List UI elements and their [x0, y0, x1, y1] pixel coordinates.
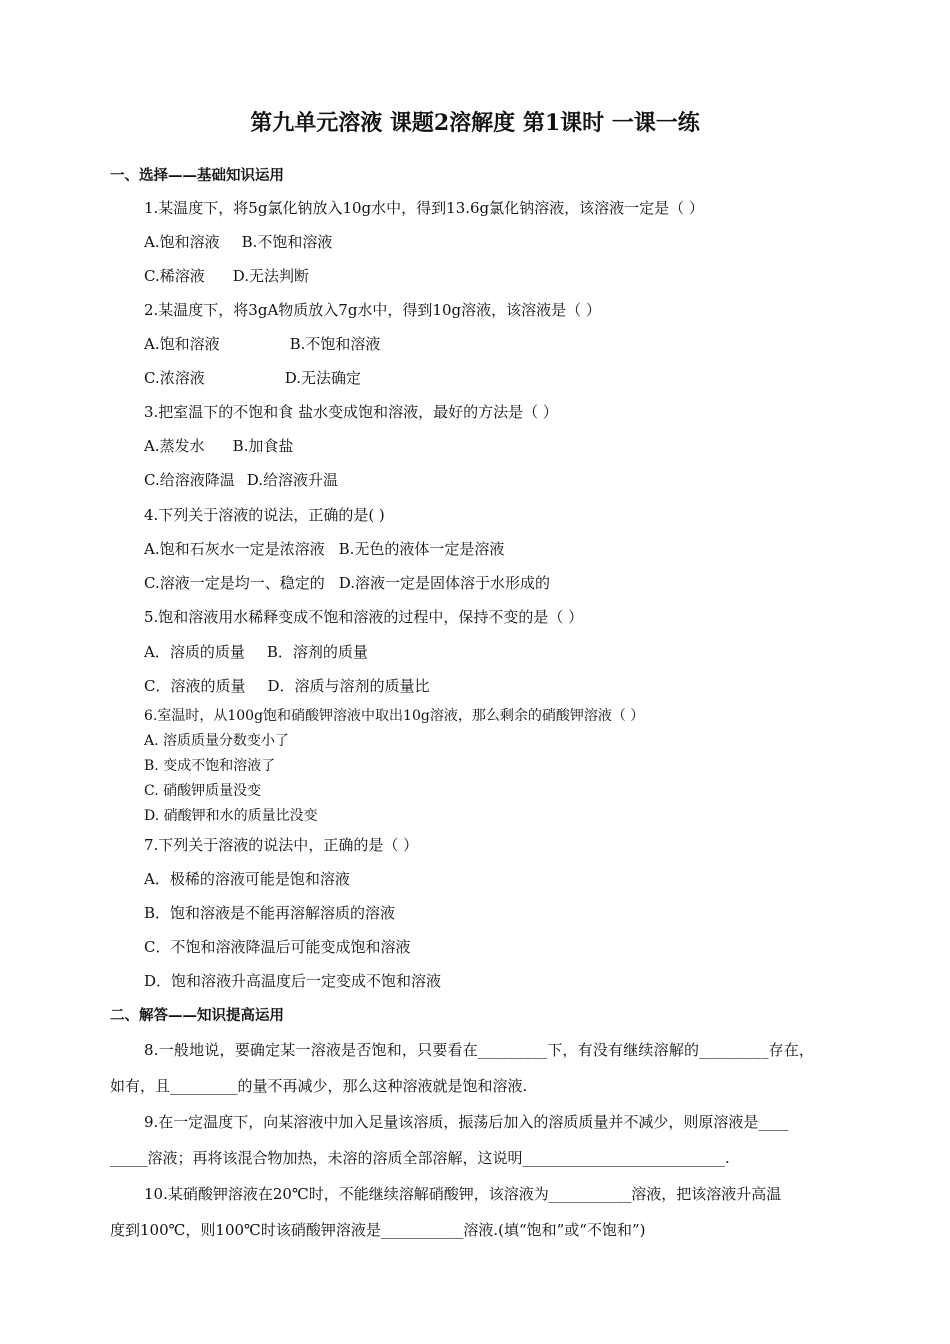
question-2-options-ab	[144, 334, 380, 354]
question-6-option-c: C. 硝酸钾质量没变	[144, 783, 262, 799]
question-7-option-a: A．极稀的溶液可能是饱和溶液	[144, 870, 350, 888]
question-7-stem: 7.下列关于溶液的说法中，正确的是（ ）	[144, 836, 419, 854]
option-b: B.加食盐	[232, 437, 294, 455]
question-2-options-cd	[144, 368, 361, 388]
question-3-options-cd	[144, 470, 338, 490]
question-9-line-2: _____溶液；再将该混合物加热，未溶的溶质全部溶解，这说明___________________________.	[110, 1149, 730, 1167]
question-4-options-ab	[144, 539, 504, 559]
question-5-options-ab	[144, 642, 368, 662]
option-d: D.无法确定	[284, 369, 361, 387]
question-3-options-ab	[144, 436, 293, 456]
question-5-options-cd	[144, 676, 430, 696]
question-6-stem: 6.室温时，从100g饱和硝酸钾溶液中取出10g溶液，那么剩余的硝酸钾溶液（ ）	[144, 708, 645, 724]
question-5-stem: 5.饱和溶液用水稀释变成不饱和溶液的过程中，保持不变的是（ ）	[144, 608, 584, 626]
option-c: C.稀溶液	[144, 267, 205, 285]
question-6-option-d: D. 硝酸钾和水的质量比没变	[144, 808, 318, 824]
question-4-options-cd	[144, 573, 550, 593]
question-9-line-1: 9.在一定温度下，向某溶液中加入足量该溶质，振荡后加入的溶质质量并不减少，则原溶液是____	[144, 1113, 789, 1131]
question-8-line-2: 如有，且_________的量不再减少，那么这种溶液就是饱和溶液.	[110, 1077, 528, 1095]
question-1-stem: 1.某温度下，将5g氯化钠放入10g水中，得到13.6g氯化钠溶液，该溶液一定是（ ）	[144, 199, 704, 217]
option-c: C．溶液的质量	[144, 677, 246, 695]
option-d: D．溶质与溶剂的质量比	[267, 677, 430, 695]
question-7-option-c: C．不饱和溶液降温后可能变成饱和溶液	[144, 938, 411, 956]
question-6-option-a: A. 溶质质量分数变小了	[144, 733, 290, 749]
option-b: B．溶剂的质量	[266, 643, 368, 661]
question-6-option-b: B. 变成不饱和溶液了	[144, 758, 276, 774]
question-1-options-cd	[144, 266, 309, 286]
section-heading-answer: 二、解答——知识提高运用	[110, 1007, 284, 1024]
option-b: B.不饱和溶液	[241, 233, 333, 251]
option-a: A.饱和溶液	[144, 233, 220, 251]
option-c: C.浓溶液	[144, 369, 205, 387]
question-7-option-d: D．饱和溶液升高温度后一定变成不饱和溶液	[144, 972, 442, 990]
option-b: B.不饱和溶液	[289, 335, 381, 353]
option-a: A．溶质的质量	[144, 643, 245, 661]
question-8-line-1: 8.一般地说，要确定某一溶液是否饱和，只要看在_________下，有没有继续溶解的_________存在，	[144, 1041, 815, 1059]
page-title: 第九单元溶液 课题2溶解度 第1课时 一课一练	[250, 110, 700, 136]
option-c: C.给溶液降温	[144, 471, 235, 489]
option-c: C.溶液一定是均一、稳定的	[144, 574, 325, 592]
option-a: A.饱和石灰水一定是浓溶液	[144, 540, 325, 558]
section-heading-choice: 一、选择——基础知识运用	[110, 167, 284, 184]
option-b: B.无色的液体一定是溶液	[338, 540, 505, 558]
question-10-line-1: 10.某硝酸钾溶液在20℃时，不能继续溶解硝酸钾，该溶液为___________溶液，把该溶液升高温	[144, 1185, 782, 1203]
option-d: D.给溶液升温	[246, 471, 338, 489]
question-7-option-b: B．饱和溶液是不能再溶解溶质的溶液	[144, 904, 396, 922]
question-3-stem: 3.把室温下的不饱和食 盐水变成饱和溶液，最好的方法是（ ）	[144, 403, 558, 421]
option-a: A.饱和溶液	[144, 335, 220, 353]
option-a: A.蒸发水	[144, 437, 205, 455]
question-2-stem: 2.某温度下，将3gA物质放入7g水中，得到10g溶液，该溶液是（ ）	[144, 301, 601, 319]
question-1-options-ab	[144, 232, 332, 252]
option-d: D.无法判断	[232, 267, 309, 285]
question-4-stem: 4.下列关于溶液的说法，正确的是( )	[144, 506, 385, 524]
option-d: D.溶液一定是固体溶于水形成的	[338, 574, 550, 592]
question-10-line-2: 度到100℃，则100℃时该硝酸钾溶液是___________溶液.(填“饱和”或“不饱和”)	[110, 1221, 646, 1239]
